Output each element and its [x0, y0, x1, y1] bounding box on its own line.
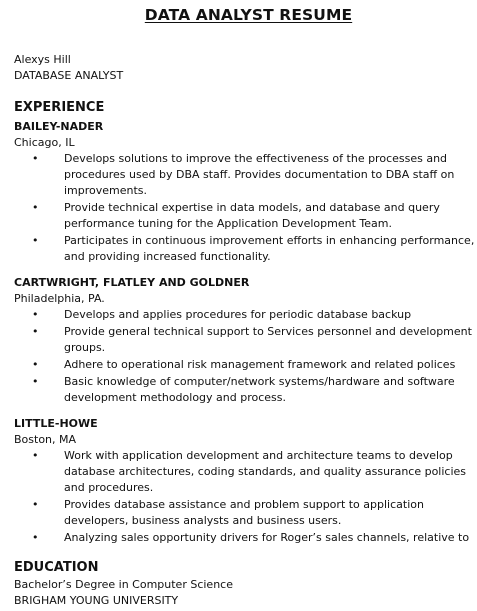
education-block	[14, 577, 233, 609]
candidate-role: DATABASE ANALYST	[14, 69, 124, 82]
document-title: DATA ANALYST RESUME	[144, 6, 353, 24]
duty-text: Participates in continuous improvement efforts in enhancing performance, and providing increased functionality.	[64, 234, 475, 263]
bullet-icon: •	[32, 531, 39, 544]
duty-item	[14, 448, 477, 496]
school-name: BRIGHAM YOUNG UNIVERSITY	[14, 594, 179, 607]
job-entry-cartwright	[14, 275, 477, 407]
employer-name: CARTWRIGHT, FLATLEY AND GOLDNER	[14, 276, 250, 289]
duty-item	[14, 307, 477, 323]
employer-name: BAILEY-NADER	[14, 120, 104, 133]
job-entry-little-howe	[14, 416, 477, 547]
bullet-icon: •	[32, 449, 39, 462]
duty-text: Basic knowledge of computer/network systems/hardware and software development methodology and process.	[64, 375, 455, 404]
duty-text: Provide technical expertise in data models, and database and query performance tuning for the Application Development Team.	[64, 201, 440, 230]
job-location: Chicago, IL	[14, 136, 75, 149]
duty-text: Work with application development and architecture teams to develop database architectures, coding standards, and quality assurance policies and procedures.	[64, 449, 467, 494]
duty-item	[14, 324, 477, 356]
duty-text: Adhere to operational risk management framework and related polices	[64, 358, 456, 371]
job-entry-bailey-nader	[14, 119, 477, 266]
duty-list	[14, 151, 477, 265]
bullet-icon: •	[32, 308, 39, 321]
duty-item	[14, 530, 477, 546]
duty-text: Provide general technical support to Services personnel and development groups.	[64, 325, 472, 354]
bullet-icon: •	[32, 234, 39, 247]
duty-list	[14, 307, 477, 406]
candidate-block	[14, 52, 123, 84]
duty-item	[14, 151, 477, 199]
duty-text: Provides database assistance and problem support to application developers, business analysts and business users.	[64, 498, 424, 527]
experience-heading: EXPERIENCE	[14, 100, 105, 115]
employer-name: LITTLE-HOWE	[14, 417, 98, 430]
degree-text: Bachelor’s Degree in Computer Science	[14, 578, 233, 591]
duty-item	[14, 497, 477, 529]
duty-text: Analyzing sales opportunity drivers for Roger’s sales channels, relative to	[64, 531, 470, 544]
duty-item	[14, 200, 477, 232]
bullet-icon: •	[32, 201, 39, 214]
duty-item	[14, 357, 477, 373]
job-location: Philadelphia, PA.	[14, 292, 105, 305]
duty-item	[14, 374, 477, 406]
job-location: Boston, MA	[14, 433, 77, 446]
duty-text: Develops solutions to improve the effectiveness of the processes and procedures used by DBA staff. Provides documentation to DBA staff on improvements.	[64, 152, 455, 197]
bullet-icon: •	[32, 358, 39, 371]
bullet-icon: •	[32, 325, 39, 338]
duty-item	[14, 233, 477, 265]
bullet-icon: •	[32, 152, 39, 165]
duty-list	[14, 448, 477, 546]
duty-text: Develops and applies procedures for periodic database backup	[64, 308, 412, 321]
bullet-icon: •	[32, 375, 39, 388]
candidate-name: Alexys Hill	[14, 53, 71, 66]
bullet-icon: •	[32, 498, 39, 511]
education-heading: EDUCATION	[14, 560, 99, 575]
